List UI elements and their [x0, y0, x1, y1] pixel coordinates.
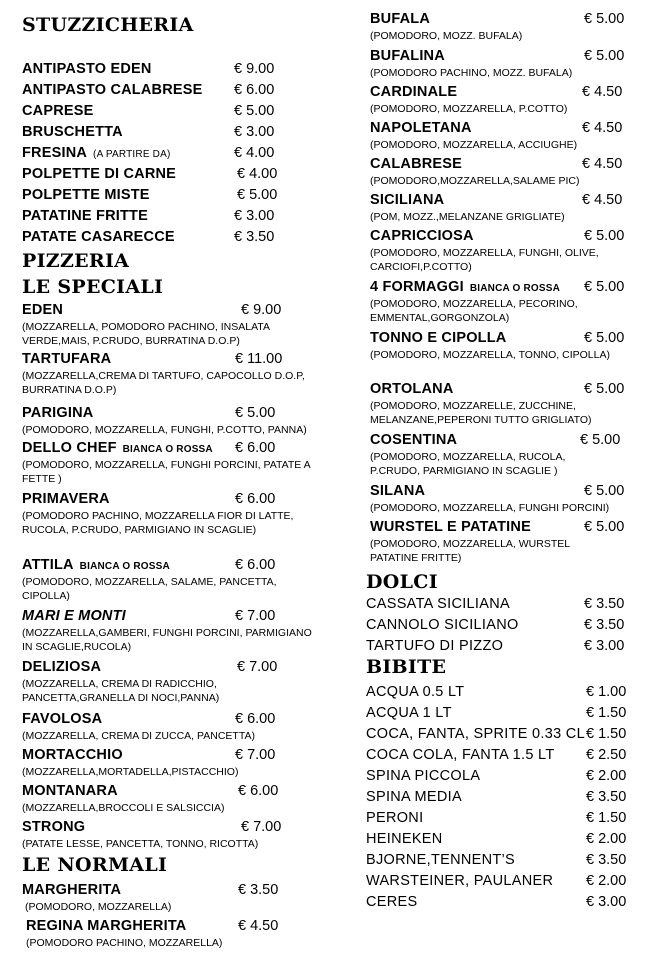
- item-name: 4 FORMAGGI BIANCA O ROSSA: [370, 279, 561, 295]
- item-name: FRESINA (A PARTIRE DA): [22, 145, 171, 161]
- item-name: STRONG: [22, 819, 86, 835]
- item-price: € 6.00: [235, 491, 276, 507]
- item-price: € 4.00: [237, 166, 278, 182]
- item-name: WARSTEINER, PAULANER: [366, 873, 554, 889]
- item-name: MORTACCHIO: [22, 747, 123, 763]
- item-price: € 3.50: [234, 229, 275, 245]
- item-name: ANTIPASTO EDEN: [22, 61, 152, 77]
- item-name: SICILIANA: [370, 192, 445, 208]
- item-name: DELIZIOSA: [22, 659, 102, 675]
- item-price: € 1.50: [586, 810, 627, 826]
- item-name: TARTUFARA: [22, 351, 112, 367]
- item-description: (POMODORO PACHINO, MOZZARELLA FIOR DI LATTE, RUCOLA, P.CRUDO, PARMIGIANO IN SCAGLIE): [22, 510, 294, 536]
- item-name: REGINA MARGHERITA: [26, 918, 187, 934]
- item-price: € 5.00: [584, 330, 625, 346]
- section-title-le-normali: LE NORMALI: [22, 854, 168, 876]
- item-description: (POMODORO PACHINO, MOZZ. BUFALA): [370, 67, 573, 79]
- item-name: PERONI: [366, 810, 424, 826]
- item-name: CERES: [366, 894, 418, 910]
- item-name: MARGHERITA: [22, 882, 122, 898]
- item-name: CALABRESE: [370, 156, 463, 172]
- item-description: (POMODORO, MOZZARELLA, ACCIUGHE): [370, 139, 578, 151]
- item-price: € 1.00: [586, 684, 627, 700]
- item-name: POLPETTE MISTE: [22, 187, 150, 203]
- item-description: (MOZZARELLA,BROCCOLI E SALSICCIA): [22, 802, 225, 814]
- item-description: (POMODORO, MOZZARELLA, RUCOLA, P.CRUDO, PARMIGIANO IN SCAGLIE ): [370, 451, 566, 477]
- item-name: DELLO CHEF BIANCA O ROSSA: [22, 440, 213, 456]
- item-price: € 3.50: [584, 596, 625, 612]
- item-price: € 3.50: [584, 617, 625, 633]
- item-name: FAVOLOSA: [22, 711, 103, 727]
- item-price: € 5.00: [584, 381, 625, 397]
- item-name: SPINA MEDIA: [366, 789, 462, 805]
- item-name: BRUSCHETTA: [22, 124, 123, 140]
- item-price: € 5.00: [584, 519, 625, 535]
- item-name: PATATE CASARECCE: [22, 229, 175, 245]
- item-name: BJORNE,TENNENT’S: [366, 852, 516, 868]
- item-price: € 2.00: [586, 768, 627, 784]
- item-description: (POMODORO PACHINO, MOZZARELLA): [26, 937, 223, 949]
- item-price: € 4.50: [582, 192, 623, 208]
- item-name: SPINA PICCOLA: [366, 768, 481, 784]
- section-title-le-speciali: LE SPECIALI: [22, 276, 164, 298]
- item-description: (MOZZARELLA,GAMBERI, FUNGHI PORCINI, PARMIGIANO IN SCAGLIE,RUCOLA): [22, 627, 312, 653]
- item-price: € 3.50: [586, 852, 627, 868]
- item-name: CAPRESE: [22, 103, 94, 119]
- item-price: € 4.50: [582, 156, 623, 172]
- item-price: € 6.00: [235, 711, 276, 727]
- item-price: € 3.00: [234, 208, 275, 224]
- item-price: € 4.00: [234, 145, 275, 161]
- item-description: (POMODORO, MOZZARELLA, P.COTTO): [370, 103, 568, 115]
- item-description: (MOZZARELLA, CREMA DI ZUCCA, PANCETTA): [22, 730, 255, 742]
- item-price: € 6.00: [234, 82, 275, 98]
- item-description: (POMODORO, MOZZ. BUFALA): [370, 30, 523, 42]
- item-name: ACQUA 1 LT: [366, 705, 452, 721]
- item-price: € 4.50: [238, 918, 279, 934]
- item-name: BUFALINA: [370, 48, 445, 64]
- item-name: SILANA: [370, 483, 426, 499]
- item-price: € 2.00: [586, 831, 627, 847]
- item-name: COSENTINA: [370, 432, 458, 448]
- item-description: (PATATE LESSE, PANCETTA, TONNO, RICOTTA): [22, 838, 259, 850]
- item-description: (POMODORO, MOZZARELLA, PECORINO, EMMENTAL,GORGONZOLA): [370, 298, 578, 324]
- item-price: € 4.50: [582, 84, 623, 100]
- item-description: (POMODORO, MOZZARELLA, FUNGHI, OLIVE, CARCIOFI,P.COTTO): [370, 247, 599, 273]
- item-name: COCA, FANTA, SPRITE 0.33 CL: [366, 726, 585, 742]
- item-price: € 6.00: [238, 783, 279, 799]
- section-title-stuzzicheria: STUZZICHERIA: [22, 14, 194, 36]
- item-name: NAPOLETANA: [370, 120, 472, 136]
- section-title-pizzeria: PIZZERIA: [22, 250, 130, 272]
- item-name: ATTILA BIANCA O ROSSA: [22, 557, 170, 573]
- item-name: PRIMAVERA: [22, 491, 110, 507]
- item-name: COCA COLA, FANTA 1.5 LT: [366, 747, 555, 763]
- item-name: CARDINALE: [370, 84, 458, 100]
- item-name: PARIGINA: [22, 405, 94, 421]
- item-price: € 7.00: [235, 747, 276, 763]
- item-description: (POMODORO, MOZZARELLA, FUNGHI PORCINI, PATATE A FETTE ): [22, 459, 311, 485]
- item-price: € 2.00: [586, 873, 627, 889]
- item-description: (MOZZARELLA, CREMA DI RADICCHIO, PANCETTA,GRANELLA DI NOCI,PANNA): [22, 678, 220, 704]
- item-name: POLPETTE DI CARNE: [22, 166, 177, 182]
- item-name: ACQUA 0.5 LT: [366, 684, 465, 700]
- item-name: CASSATA SICILIANA: [366, 596, 510, 612]
- item-price: € 2.50: [586, 747, 627, 763]
- section-title-bibite: BIBITE: [366, 656, 447, 678]
- item-description: (POM, MOZZ.,MELANZANE GRIGLIATE): [370, 211, 565, 223]
- item-note: BIANCA O ROSSA: [79, 561, 170, 572]
- section-title-dolci: DOLCI: [366, 571, 438, 593]
- item-name: ORTOLANA: [370, 381, 454, 397]
- item-price: € 6.00: [235, 557, 276, 573]
- item-name: MONTANARA: [22, 783, 118, 799]
- item-price: € 3.00: [234, 124, 275, 140]
- item-price: € 5.00: [584, 483, 625, 499]
- item-description: (POMODORO, MOZZARELLA, TONNO, CIPOLLA): [370, 349, 610, 361]
- item-description: (POMODORO, MOZZARELLA, SALAME, PANCETTA, CIPOLLA): [22, 576, 277, 602]
- item-price: € 3.50: [586, 789, 627, 805]
- item-price: € 5.00: [234, 103, 275, 119]
- item-price: € 3.00: [584, 638, 625, 654]
- item-description: (MOZZARELLA, POMODORO PACHINO, INSALATA VERDE,MAIS, P.CRUDO, BURRATINA D.O.P): [22, 321, 270, 347]
- item-price: € 5.00: [584, 228, 625, 244]
- item-price: € 5.00: [580, 432, 621, 448]
- item-price: € 11.00: [235, 351, 283, 367]
- item-name: EDEN: [22, 302, 64, 318]
- item-price: € 7.00: [237, 659, 278, 675]
- item-note: BIANCA O ROSSA: [122, 444, 213, 455]
- item-description: (POMODORO,MOZZARELLA,SALAME PIC): [370, 175, 580, 187]
- item-description: (POMODORO, MOZZARELLA, FUNGHI, P.COTTO, PANNA): [22, 424, 307, 436]
- item-name: TARTUFO DI PIZZO: [366, 638, 504, 654]
- item-price: € 7.00: [235, 608, 276, 624]
- item-name: CANNOLO SICILIANO: [366, 617, 519, 633]
- item-price: € 1.50: [586, 705, 627, 721]
- item-description: (POMODORO, MOZZARELLE, ZUCCHINE, MELANZANE,PEPERONI TUTTO GRIGLIATO): [370, 400, 592, 426]
- item-note: BIANCA O ROSSA: [469, 283, 561, 294]
- item-note: (A PARTIRE DA): [93, 149, 171, 160]
- item-name: MARI E MONTI: [22, 608, 126, 624]
- item-name: WURSTEL E PATATINE: [370, 519, 531, 535]
- item-price: € 5.00: [235, 405, 276, 421]
- item-description: (MOZZARELLA,CREMA DI TARTUFO, CAPOCOLLO D.O.P, BURRATINA D.O.P): [22, 370, 305, 396]
- item-price: € 3.00: [586, 894, 627, 910]
- item-description: (POMODORO, MOZZARELLA, FUNGHI PORCINI): [370, 502, 610, 514]
- item-price: € 5.00: [584, 48, 625, 64]
- item-price: € 4.50: [582, 120, 623, 136]
- item-name: ANTIPASTO CALABRESE: [22, 82, 203, 98]
- item-price: € 6.00: [235, 440, 276, 456]
- item-price: € 5.00: [237, 187, 278, 203]
- item-name: PATATINE FRITTE: [22, 208, 148, 224]
- item-description: (POMODORO, MOZZARELLA): [25, 901, 172, 913]
- item-price: € 5.00: [584, 279, 625, 295]
- item-description: (POMODORO, MOZZARELLA, WURSTEL PATATINE FRITTE): [370, 538, 570, 564]
- item-price: € 7.00: [241, 819, 282, 835]
- item-name: HEINEKEN: [366, 831, 443, 847]
- item-price: € 9.00: [234, 61, 275, 77]
- item-price: € 1.50: [586, 726, 627, 742]
- item-price: € 5.00: [584, 11, 625, 27]
- item-name: TONNO E CIPOLLA: [370, 330, 507, 346]
- item-description: (MOZZARELLA,MORTADELLA,PISTACCHIO): [22, 766, 239, 778]
- item-price: € 9.00: [241, 302, 282, 318]
- item-name: CAPRICCIOSA: [370, 228, 474, 244]
- item-name: BUFALA: [370, 11, 431, 27]
- item-price: € 3.50: [238, 882, 279, 898]
